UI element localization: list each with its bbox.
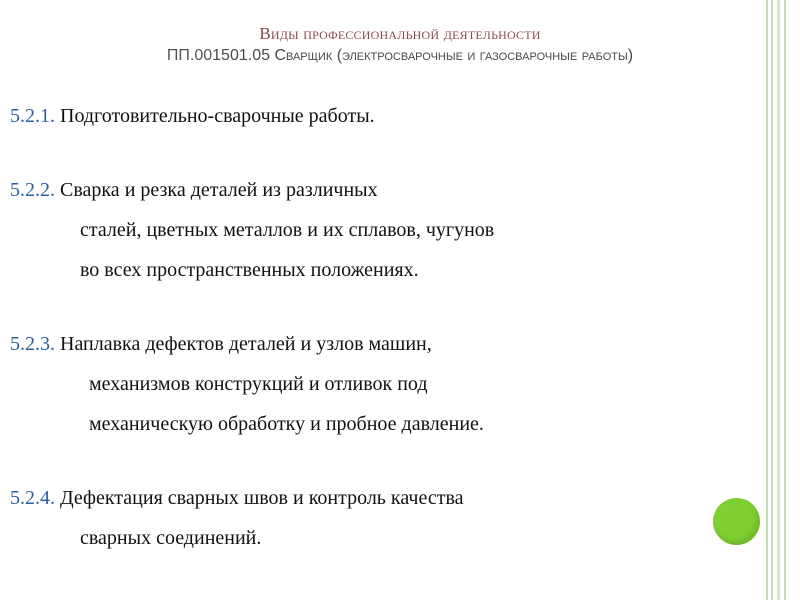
- list-item-line: сварных соединений.: [80, 527, 262, 549]
- slide-subtitle: [0, 47, 800, 65]
- item-number: 5.2.3.: [10, 333, 55, 355]
- item-number: 5.2.4.: [10, 487, 55, 509]
- list-item-line: механическую обработку и пробное давление.: [89, 413, 484, 435]
- item-text: Дефектация сварных швов и контроль качества: [60, 487, 464, 509]
- decorative-stripe: [784, 0, 786, 600]
- item-text: Подготовительно-сварочные работы.: [60, 105, 375, 127]
- list-item-line: [10, 96, 375, 136]
- list-item-line: [10, 170, 494, 210]
- list-item-5-2-3: [10, 324, 484, 444]
- list-item-line: механизмов конструкций и отливок под: [89, 373, 428, 395]
- item-text: Наплавка дефектов деталей и узлов машин,: [60, 333, 432, 355]
- decorative-stripe: [771, 0, 773, 600]
- slide-title: Виды профессиональной деятельности: [259, 24, 541, 43]
- list-item-line: сталей, цветных металлов и их сплавов, чугунов: [80, 219, 495, 241]
- decorative-green-circle: [713, 498, 760, 545]
- decorative-stripe: [777, 0, 780, 600]
- list-item-line: [10, 478, 464, 518]
- item-number: 5.2.1.: [10, 105, 55, 127]
- list-item-5-2-4: [10, 478, 464, 558]
- item-text: Сварка и резка деталей из различных: [60, 179, 378, 201]
- list-item-line: во всех пространственных положениях.: [80, 259, 419, 281]
- subtitle-code: ПП.00: [166, 47, 213, 64]
- list-item-5-2-1: [10, 96, 375, 136]
- item-number: 5.2.2.: [10, 179, 55, 201]
- subtitle-text: 1501.05 Сварщик (электросварочные и газосварочные работы): [212, 47, 634, 64]
- list-item-line: [10, 324, 484, 364]
- list-item-5-2-2: [10, 170, 494, 290]
